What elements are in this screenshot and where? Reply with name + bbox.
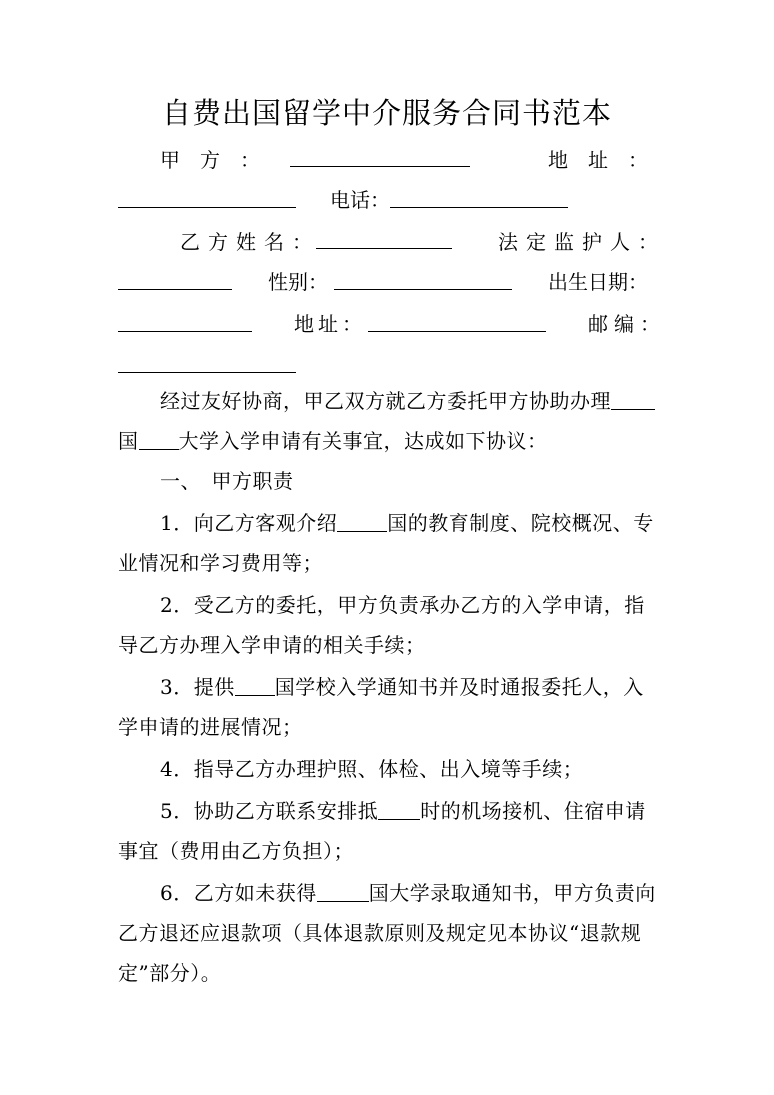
address-blank[interactable] [118,207,296,208]
party-b-name-label: 乙方姓名： [180,230,320,254]
guardian-blank[interactable] [118,289,232,290]
item-3-line-1: 3．提供 国学校入学通知书并及时通报委托人，入 [160,675,644,699]
item-2-line-2: 导乙方办理入学申请的相关手续； [118,633,426,657]
item-6-line-3: 定”部分）。 [118,961,222,985]
item-5-blank[interactable] [378,799,420,820]
party-a-blank[interactable] [290,166,470,167]
item-2-line-1: 2．受乙方的委托，甲方负责承办乙方的入学申请，指 [160,593,645,617]
item-6-line-2: 乙方退还应退款项（具体退款原则及规定见本协议“退款规 [118,921,642,945]
item-4-line-1: 4．指导乙方办理护照、体检、出入境等手续； [160,757,584,781]
item-1-blank[interactable] [337,511,387,532]
item-5-line-2: 事宜（费用由乙方负担）； [118,839,354,863]
item-3-line-2: 学申请的进展情况； [118,715,303,739]
item-5-line-1: 5．协助乙方联系安排抵 时的机场接机、住宿申请 [160,799,646,823]
document-title: 自费出国留学中介服务合同书范本 [161,96,612,130]
birth-blank[interactable] [118,331,252,332]
address-label: 地 址 ： [548,148,648,172]
intro-line-1: 经过友好协商，甲乙双方就乙方委托甲方协助办理 [160,380,700,422]
intro-line-2: 国 大学入学申请有关事宜，达成如下协议： [118,429,548,453]
item-3-blank[interactable] [235,675,275,696]
item-1-line-2: 业情况和学习费用等； [118,551,323,575]
phone-label: 电话： [330,188,390,212]
guardian-label: 法定监护人： [498,230,666,254]
address2-blank[interactable] [368,331,546,332]
party-b-name-blank[interactable] [316,248,452,249]
item-6-line-1: 6．乙方如未获得 国大学录取通知书，甲方负责向 [160,881,656,905]
item-6-blank[interactable] [317,881,369,902]
country-blank[interactable] [611,389,655,410]
university-blank[interactable] [139,429,179,450]
address2-label: 地址： [294,312,366,336]
gender-blank[interactable] [334,289,512,290]
item-1-line-1: 1．向乙方客观介绍 国的教育制度、院校概况、专 [160,511,654,535]
party-a-label: 甲 方 ： [160,148,260,172]
birth-label: 出生日期： [548,270,648,294]
gender-label: 性别： [268,270,328,294]
postcode-label: 邮编： [588,312,666,336]
phone-blank[interactable] [390,207,568,208]
postcode-blank[interactable] [118,372,296,373]
section-1-heading: 一、 甲方职责 [160,469,294,493]
